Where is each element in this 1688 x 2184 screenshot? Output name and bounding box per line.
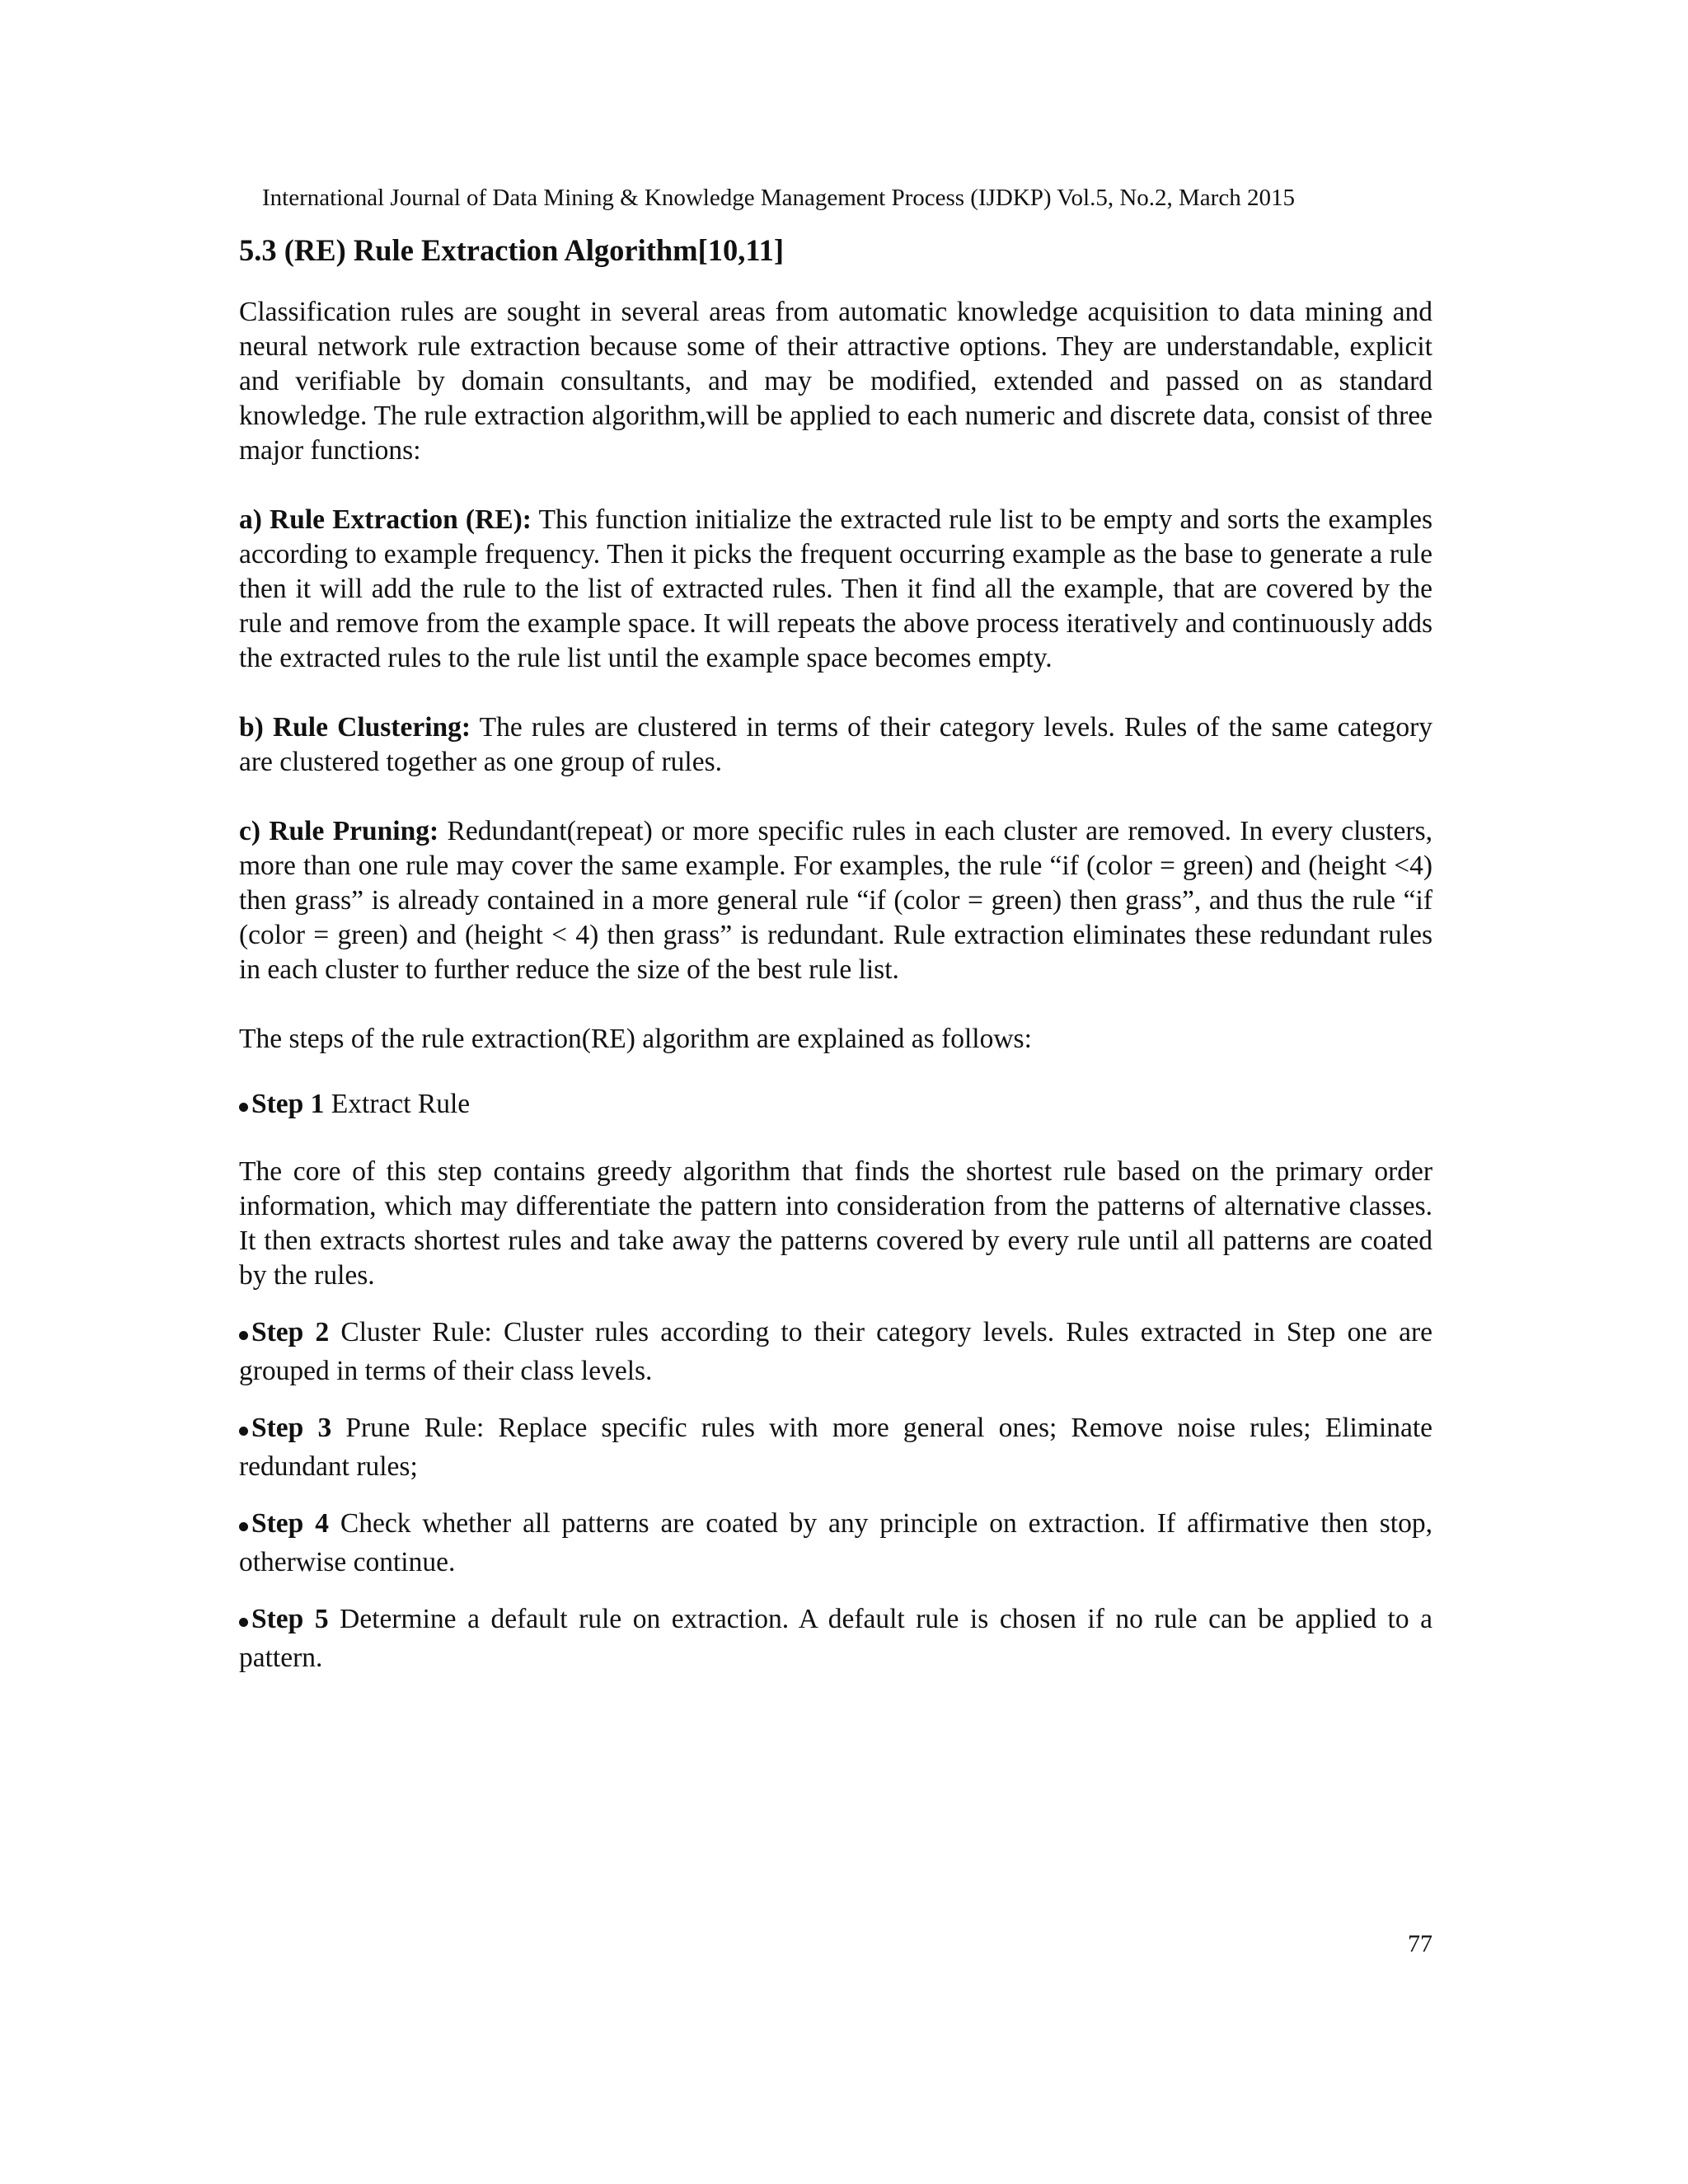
function-rule-pruning <box>239 814 1432 987</box>
step-label: Step 2 <box>251 1317 330 1347</box>
step-2 <box>239 1313 1432 1390</box>
function-text: The rules are clustered in terms of their category levels. Rules of the same category are clustered together as one group of rules. <box>239 712 1432 777</box>
step-text: Prune Rule: Replace specific rules with more general ones; Remove noise rules; Eliminate redundant rules; <box>239 1413 1432 1482</box>
step-4 <box>239 1504 1432 1582</box>
step-text: Cluster Rule: Cluster rules according to their category levels. Rules extracted in Step one are grouped in terms of their class levels. <box>239 1317 1432 1386</box>
bullet-icon <box>239 1522 248 1531</box>
step-label: Step 5 <box>251 1604 329 1634</box>
function-rule-extraction <box>239 503 1432 676</box>
running-header: International Journal of Data Mining & Knowledge Management Process (IJDKP) Vol.5, No.2, March 2015 <box>262 185 1295 211</box>
step-label: Step 3 <box>251 1413 332 1443</box>
bullet-icon <box>239 1427 248 1436</box>
step-1-description: The core of this step contains greedy algorithm that finds the shortest rule based on the primary order information, which may differentiate the pattern into consideration from the patterns of alternative classes. It then extracts shortest rules and take away the patterns covered by every rule until all patterns are coated by the rules. <box>239 1156 1432 1291</box>
bullet-icon <box>239 1331 248 1340</box>
bullet-icon <box>239 1618 248 1627</box>
step-1 <box>239 1085 1432 1123</box>
page-number: 77 <box>1408 1930 1432 1957</box>
step-3 <box>239 1408 1432 1486</box>
step-label: Step 1 <box>251 1089 325 1119</box>
function-label: c) Rule Pruning: <box>239 816 439 846</box>
function-label: b) Rule Clustering: <box>239 712 471 743</box>
intro-paragraph: Classification rules are sought in several areas from automatic knowledge acquisition to data mining and neural network rule extraction because some of their attractive options. They are understandable, explicit and verifiable by domain consultants, and may be modified, extended and passed on as standard knowledge. The rule extraction algorithm,will be applied to each numeric and discrete data, consist of three major functions: <box>239 297 1432 466</box>
function-rule-clustering <box>239 710 1432 780</box>
section-title: 5.3 (RE) Rule Extraction Algorithm[10,11] <box>239 233 784 267</box>
steps-intro: The steps of the rule extraction(RE) algorithm are explained as follows: <box>239 1024 1032 1054</box>
function-label: a) Rule Extraction (RE): <box>239 504 532 535</box>
page-content <box>239 231 1432 1695</box>
bullet-icon <box>239 1103 248 1112</box>
function-text: Redundant(repeat) or more specific rules in each cluster are removed. In every clusters, more than one rule may cover the same example. For examples, the rule “if (color = green) and (height <4) then grass” is already contained in a more general rule “if (color = green) then grass”, and thus the rule “if (color = green) and (height < 4) then grass” is redundant. Rule extraction eliminates these redundant rules in each cluster to further reduce the size of the best rule list. <box>239 816 1432 985</box>
step-label: Step 4 <box>251 1508 329 1539</box>
function-text: This function initialize the extracted rule list to be empty and sorts the examples according to example frequency. Then it picks the frequent occurring example as the base to generate a rule then it will add the rule to the list of extracted rules. Then it find all the example, that are covered by the rule and remove from the example space. It will repeats the above process iteratively and continuously adds the extracted rules to the rule list until the example space becomes empty. <box>239 504 1432 673</box>
step-5 <box>239 1600 1432 1677</box>
step-text: Extract Rule <box>324 1089 471 1119</box>
step-text: Check whether all patterns are coated by any principle on extraction. If affirmative then stop, otherwise continue. <box>239 1508 1432 1577</box>
step-text: Determine a default rule on extraction. A default rule is chosen if no rule can be applied to a pattern. <box>239 1604 1432 1673</box>
